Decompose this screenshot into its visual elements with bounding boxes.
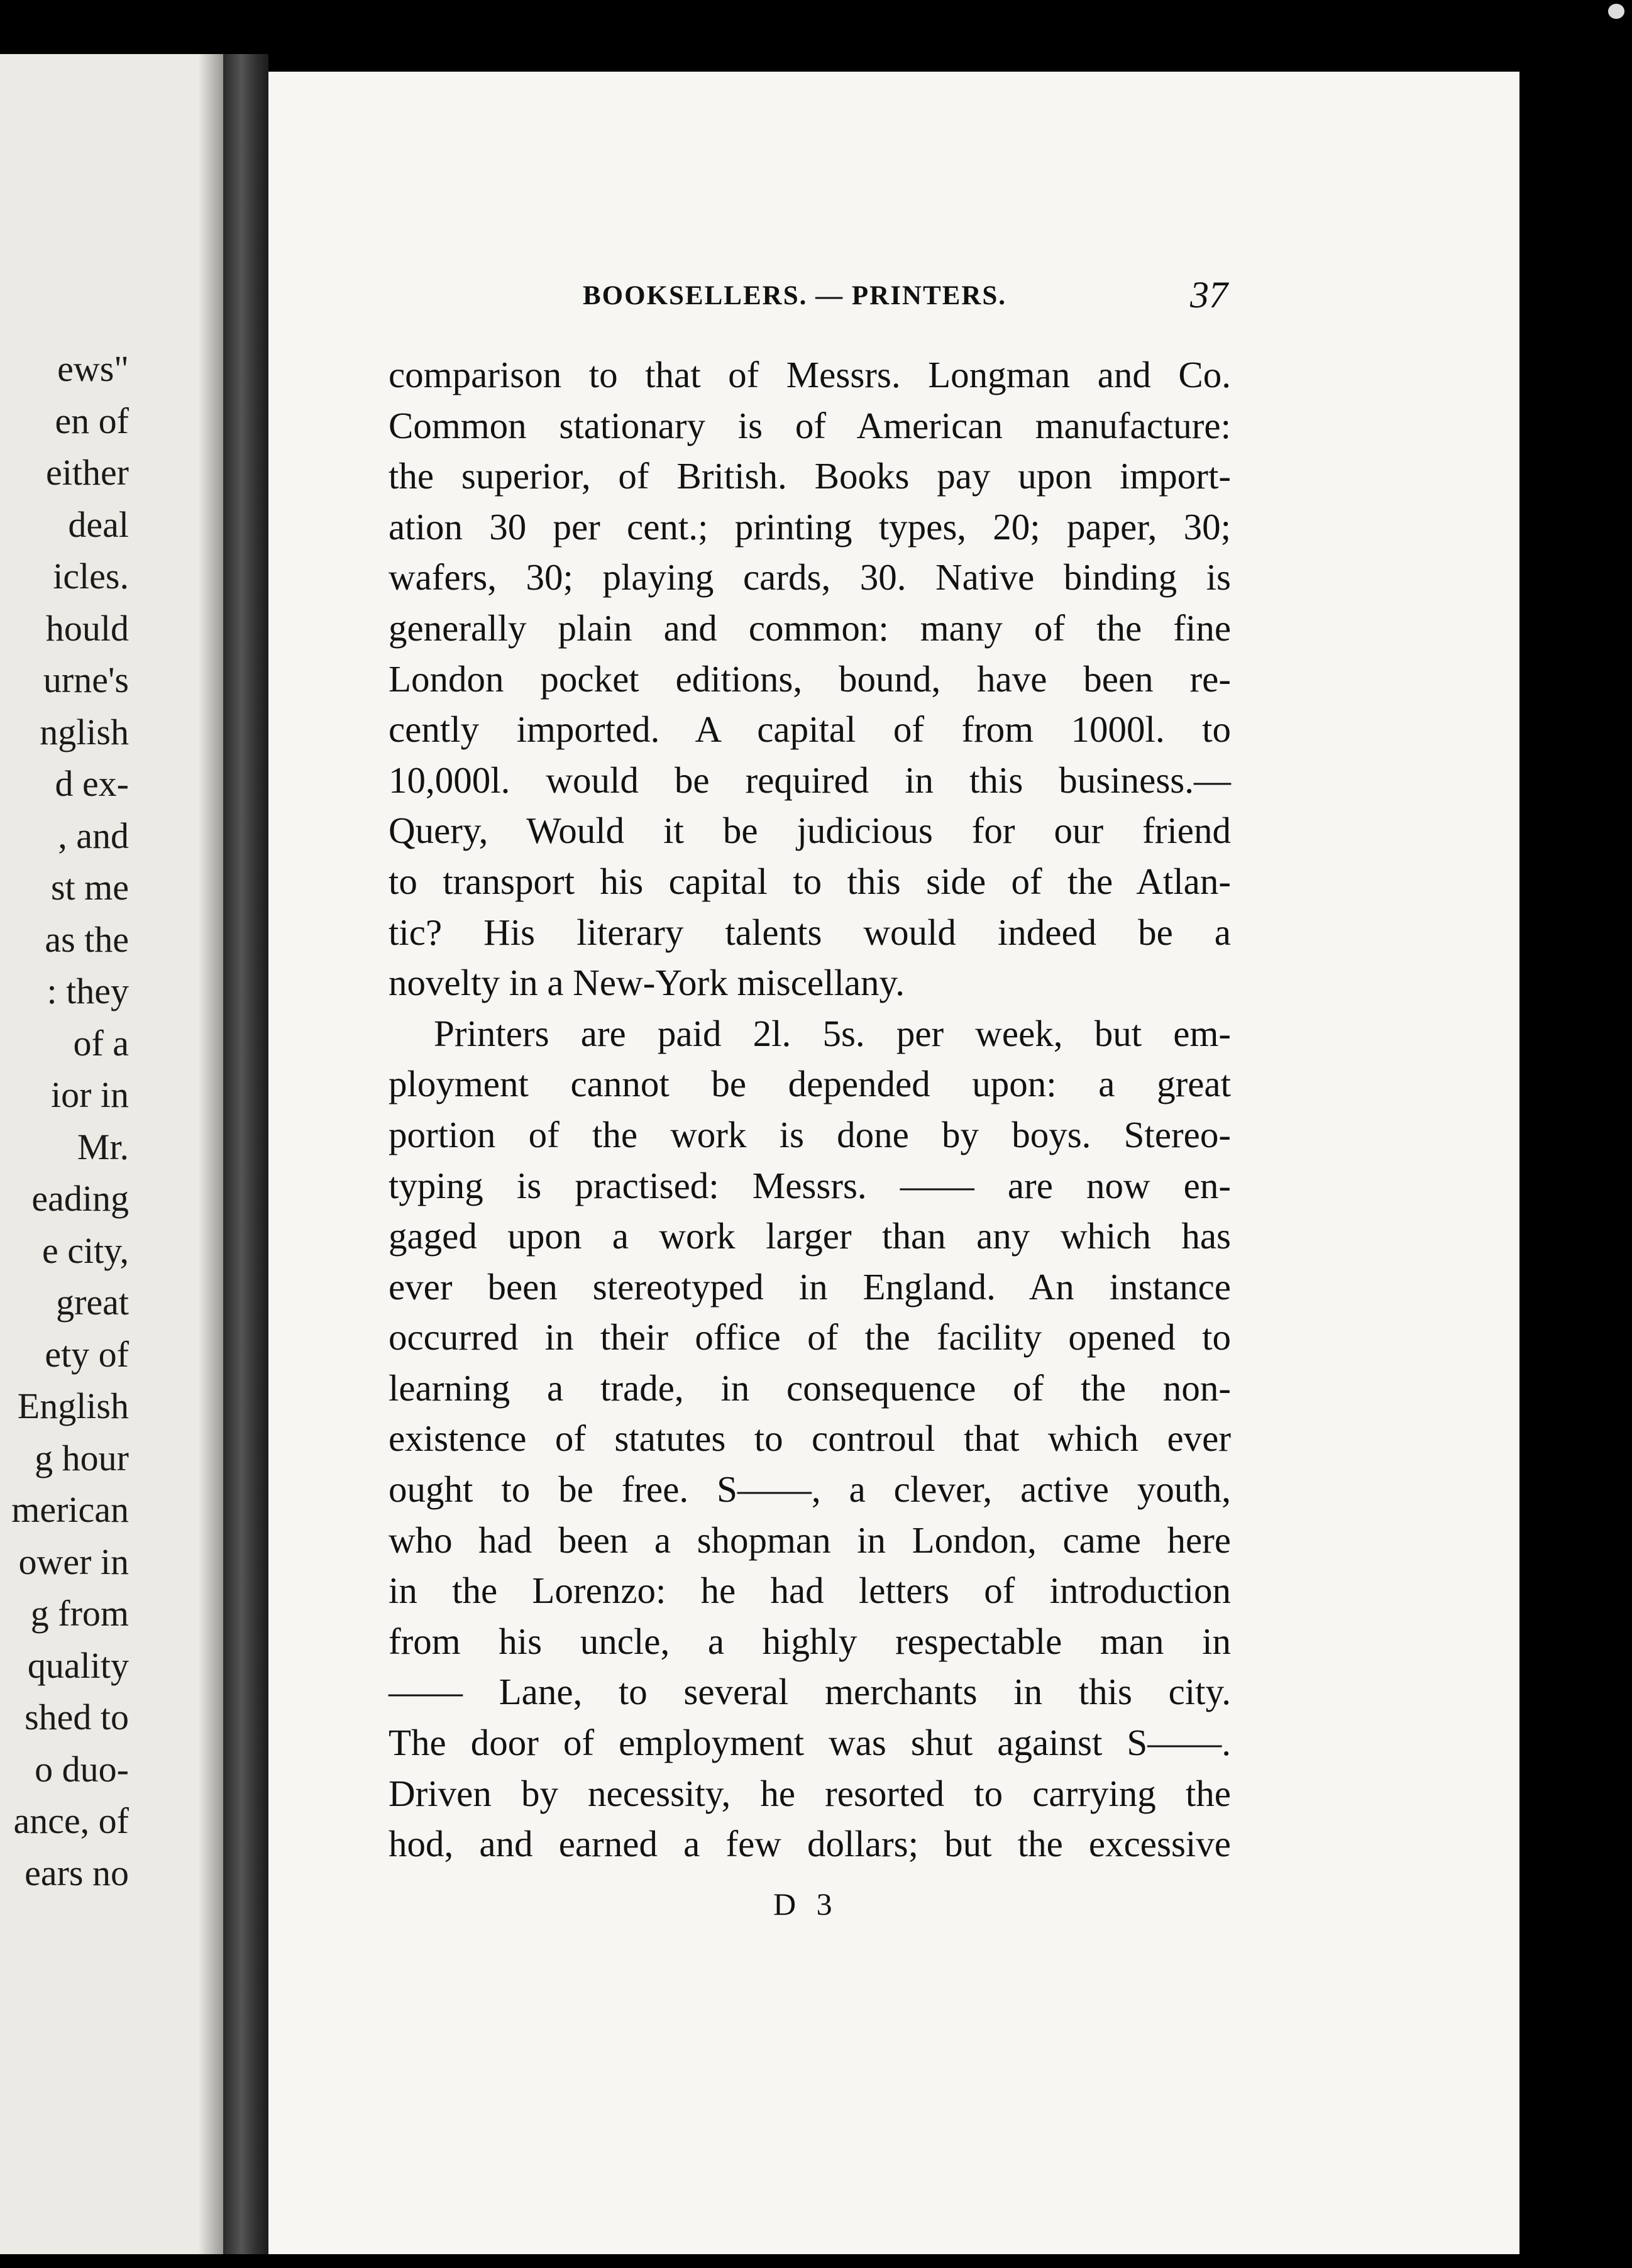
text-line: to transport his capital to this side of the Atlan- xyxy=(389,860,1231,902)
page-edge-shadow xyxy=(198,54,223,2254)
text-line: —— Lane, to several merchants in this city. xyxy=(389,1671,1231,1713)
text-line: typing is practised: Messrs. —— are now en- xyxy=(389,1164,1231,1206)
text-line: generally plain and common: many of the fine xyxy=(389,607,1231,649)
text-line: wafers, 30; playing cards, 30. Native binding is xyxy=(389,556,1231,598)
left-page-line: , and xyxy=(58,815,129,856)
left-page-line: ower in xyxy=(18,1541,129,1582)
text-line: tic? His literary talents would indeed be a xyxy=(389,911,1231,953)
body-text xyxy=(389,350,1231,1869)
text-line: portion of the work is done by boys. Stereo- xyxy=(389,1113,1231,1155)
left-page-line: g hour xyxy=(35,1437,129,1478)
text-line: comparison to that of Messrs. Longman and Co. xyxy=(389,354,1231,395)
text-line: cently imported. A capital of from 1000l. to xyxy=(389,708,1231,751)
text-line: 10,000l. would be required in this business.— xyxy=(389,759,1231,801)
left-page-line: ews" xyxy=(57,348,129,389)
left-page-line: eading xyxy=(31,1178,129,1219)
left-page-line: o duo- xyxy=(35,1748,129,1790)
signature-mark: D 3 xyxy=(773,1886,839,1922)
left-page-line: g from xyxy=(30,1593,129,1634)
text-line: occurred in their office of the facility opened to xyxy=(389,1316,1231,1358)
text-line: novelty in a New-York miscellany. xyxy=(389,962,905,1004)
left-page xyxy=(0,54,223,2254)
left-page-line: : they xyxy=(47,971,129,1011)
text-line: Query, Would it be judicious for our friend xyxy=(389,810,1231,852)
left-page-line: great xyxy=(56,1282,129,1323)
text-line: The door of employment was shut against S——. xyxy=(389,1722,1231,1764)
text-line: from his uncle, a highly respectable man in xyxy=(389,1620,1231,1662)
text-line: learning a trade, in consequence of the non- xyxy=(389,1367,1231,1409)
text-line: London pocket editions, bound, have been re- xyxy=(389,658,1231,700)
left-page-line: ior in xyxy=(50,1074,129,1115)
left-page-line: deal xyxy=(68,504,129,545)
text-line: hod, and earned a few dollars; but the excessive xyxy=(389,1823,1231,1865)
text-line: in the Lorenzo: he had letters of introduction xyxy=(389,1570,1231,1612)
left-page-line: st me xyxy=(50,867,129,908)
text-line: Driven by necessity, he resorted to carrying the xyxy=(389,1772,1231,1814)
text-line: Printers are paid 2l. 5s. per week, but em- xyxy=(434,1012,1231,1054)
text-line: existence of statutes to controul that which ever xyxy=(389,1418,1231,1460)
page-number: 37 xyxy=(1190,274,1228,316)
text-line: ployment cannot be depended upon: a great xyxy=(389,1063,1231,1105)
left-page-line: as the xyxy=(45,918,129,960)
left-page-line: quality xyxy=(27,1644,129,1686)
left-page-line: hould xyxy=(45,607,129,649)
left-page-line: ance, of xyxy=(13,1800,129,1841)
scan-corner-mark xyxy=(1608,4,1624,19)
left-page-line: icles. xyxy=(53,556,129,597)
left-page-line: shed to xyxy=(25,1697,129,1737)
text-line: Common stationary is of American manufacture: xyxy=(389,404,1231,446)
text-line: ought to be free. S——, a clever, active youth, xyxy=(389,1468,1231,1511)
left-page-line: English xyxy=(17,1385,129,1426)
left-page-line: en of xyxy=(55,400,129,441)
left-page-line: urne's xyxy=(43,659,129,700)
text-line: ever been stereotyped in England. An instance xyxy=(389,1265,1231,1307)
text-line: gaged upon a work larger than any which has xyxy=(389,1215,1231,1257)
text-line: the superior, of British. Books pay upon import- xyxy=(389,455,1231,497)
left-page-line: e city, xyxy=(42,1230,129,1271)
book-gutter xyxy=(223,54,268,2254)
left-page-text xyxy=(0,343,129,1899)
left-page-line: Mr. xyxy=(77,1126,129,1167)
text-line: who had been a shopman in London, came here xyxy=(389,1519,1231,1561)
left-page-line: nglish xyxy=(40,711,129,752)
left-page-line: d ex- xyxy=(55,763,129,804)
text-line: ation 30 per cent.; printing types, 20; paper, 30; xyxy=(389,505,1231,548)
left-page-line: of a xyxy=(73,1022,129,1064)
left-page-line: merican xyxy=(11,1489,129,1530)
left-page-line: ears no xyxy=(25,1852,129,1893)
left-page-line: ety of xyxy=(45,1333,129,1375)
left-page-line: either xyxy=(45,452,129,493)
running-head: BOOKSELLERS. — PRINTERS. xyxy=(583,281,1007,311)
